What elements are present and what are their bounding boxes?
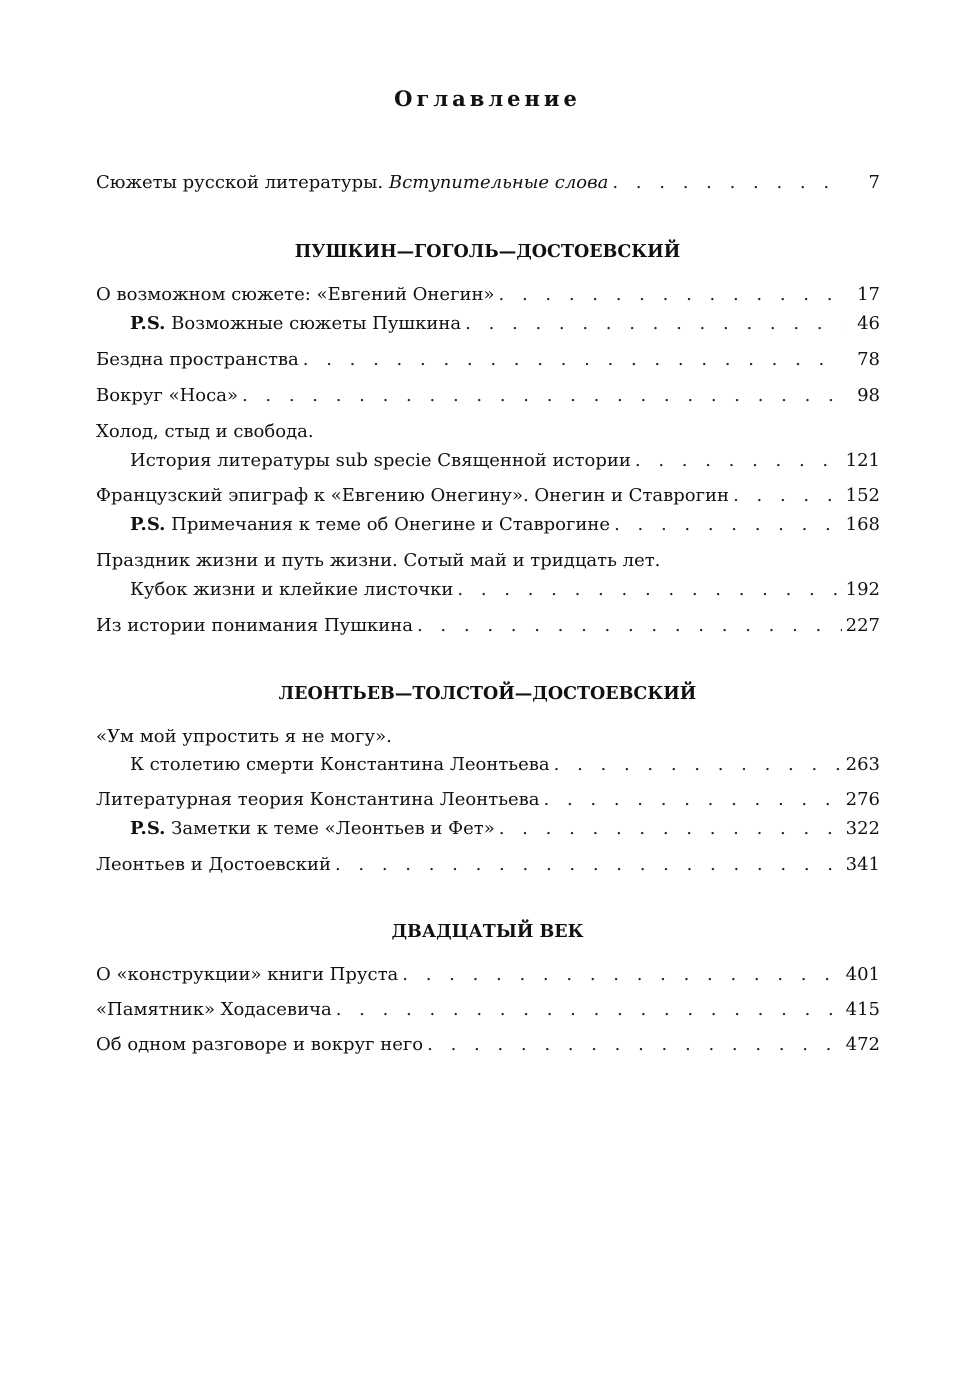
leader-dots (544, 789, 842, 810)
leader-dots (499, 284, 842, 305)
entry-text: О возможном сюжете: «Евгений Онегин» (96, 284, 495, 305)
entry-text: Вокруг «Носа» (96, 385, 238, 406)
leader-dots (402, 964, 841, 985)
page-number: 152 (845, 485, 880, 506)
page-number: 276 (845, 789, 880, 810)
leader-dots (427, 1034, 842, 1055)
entry-text: «Памятник» Ходасевича (96, 999, 332, 1020)
leader-dots (457, 579, 841, 600)
entry-text: Леонтьев и Достоевский (96, 854, 331, 875)
page-number: 415 (845, 999, 880, 1020)
page-number: 121 (845, 450, 880, 471)
toc-entry (96, 615, 880, 641)
toc-entry (96, 999, 880, 1025)
entry-text: Бездна пространства (96, 349, 299, 370)
entry-text: О «конструкции» книги Пруста (96, 964, 399, 985)
entry-text: P.S. Примечания к теме об Онегине и Ставрогине (130, 514, 611, 535)
toc-entry (96, 284, 880, 310)
leader-dots (335, 854, 842, 875)
entry-text: Сюжеты русской литературы. Вступительные слова (96, 172, 609, 193)
toc-entry-intro (96, 172, 880, 198)
page-number: 472 (845, 1034, 880, 1055)
leader-dots (733, 485, 842, 506)
leader-dots (614, 514, 842, 535)
page-number: 98 (857, 385, 880, 406)
toc-entry (130, 754, 880, 780)
entry-text: Об одном разговоре и вокруг него (96, 1034, 424, 1055)
toc-entry (130, 450, 880, 476)
page-number: 263 (845, 754, 880, 775)
entry-text: Из истории понимания Пушкина (96, 615, 413, 636)
leader-dots (336, 999, 842, 1020)
section-heading: ДВАДЦАТЫЙ ВЕК (391, 922, 584, 942)
toc-entry (96, 854, 880, 880)
toc-entry (130, 818, 880, 844)
toc-entry (96, 964, 880, 990)
leader-dots (242, 385, 842, 406)
entry-text: К столетию смерти Константина Леонтьева (130, 754, 550, 775)
toc-entry (96, 1034, 880, 1060)
page-number: 322 (845, 818, 880, 839)
entry-text: P.S. Заметки к теме «Леонтьев и Фет» (130, 818, 495, 839)
section-heading: ПУШКИН—ГОГОЛЬ—ДОСТОЕВСКИЙ (294, 242, 681, 262)
entry-text: Кубок жизни и клейкие листочки (130, 579, 454, 600)
entry-text: Литературная теория Константина Леонтьева (96, 789, 540, 810)
page-number: 78 (857, 349, 880, 370)
toc-entry (130, 313, 880, 339)
entry-text: История литературы sub specie Священной истории (130, 450, 631, 471)
section-heading: ЛЕОНТЬЕВ—ТОЛСТОЙ—ДОСТОЕВСКИЙ (278, 684, 697, 704)
leader-dots (612, 172, 842, 193)
leader-dots (499, 818, 842, 839)
page-number: 192 (845, 579, 880, 600)
page-number: 227 (845, 615, 880, 636)
toc-entry (130, 514, 880, 540)
leader-dots (465, 313, 842, 334)
toc-entry (130, 579, 880, 605)
entry-text: P.S. Возможные сюжеты Пушкина (130, 313, 462, 334)
leader-dots (303, 349, 842, 370)
leader-dots (554, 754, 842, 775)
leader-dots (635, 450, 842, 471)
page-number: 7 (868, 172, 880, 193)
toc-entry (96, 789, 880, 815)
toc-entry-line1: Холод, стыд и свобода. (96, 421, 314, 442)
toc-entry-line1: Праздник жизни и путь жизни. Сотый май и тридцать лет. (96, 550, 661, 571)
page-number: 401 (845, 964, 880, 985)
page-number: 341 (845, 854, 880, 875)
page-title: Оглавление (394, 86, 581, 111)
page-number: 17 (857, 284, 880, 305)
toc-entry-line1: «Ум мой упростить я не могу». (96, 726, 392, 747)
page-number: 168 (845, 514, 880, 535)
toc-entry (96, 485, 880, 511)
toc-entry (96, 349, 880, 375)
entry-text: Французский эпиграф к «Евгению Онегину». Онегин и Ставрогин (96, 485, 730, 506)
page-number: 46 (857, 313, 880, 334)
toc-entry (96, 385, 880, 411)
leader-dots (417, 615, 842, 636)
